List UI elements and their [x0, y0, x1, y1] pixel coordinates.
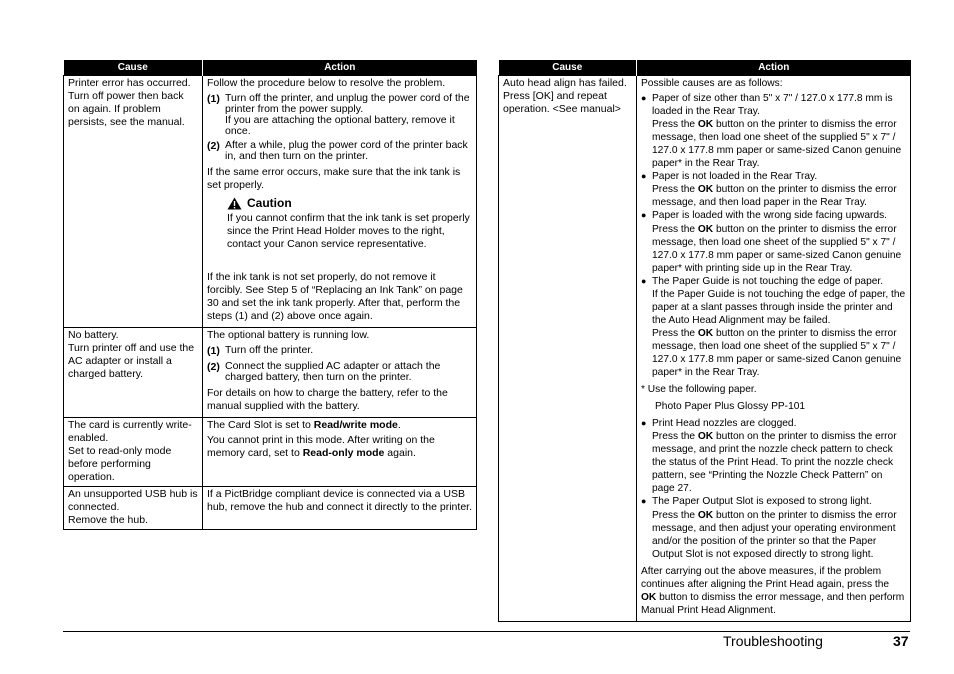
action-cell	[637, 76, 911, 622]
cause-text: Printer error has occurred.	[68, 77, 191, 89]
closing-note	[641, 565, 906, 617]
bullet-text	[652, 275, 906, 379]
cause-cell	[64, 328, 203, 418]
text-segment: button on the printer to dismiss the error message, then load one sheet of the supplied 5" x 7" / 127.0 x 177.8 mm paper or same-sized Canon genuine paper* in the Rear Tray.	[652, 119, 902, 170]
bullet-item	[641, 275, 906, 379]
ok-button-label: OK	[697, 119, 714, 131]
bullet-text	[652, 170, 906, 209]
text-segment: .	[397, 419, 401, 431]
cause-text: Turn printer off and use the AC adapter or install a charged battery.	[68, 342, 195, 380]
bullet-icon: ●	[641, 210, 647, 221]
bullet-item	[641, 417, 906, 495]
text-segment: Press the	[652, 184, 698, 196]
cause-text: Press [OK] and repeat operation. <See manual>	[503, 90, 621, 115]
cause-text: Set to read-only mode before performing operation.	[68, 445, 172, 483]
step-item	[207, 140, 472, 162]
table-row	[64, 418, 477, 487]
step-number: (2)	[207, 140, 220, 152]
caution-label: Caution	[247, 196, 292, 210]
bullet-icon: ●	[641, 275, 647, 286]
action-header: Action	[637, 60, 911, 76]
mode-label: Read-only mode	[302, 447, 385, 459]
text-segment: You cannot print in this mode. After writing on the memory card, set to	[207, 434, 435, 459]
bullet-cause: Paper is not loaded in the Rear Tray.	[652, 171, 818, 183]
cause-header: Cause	[64, 60, 203, 76]
action-intro: The optional battery is running low.	[207, 329, 370, 341]
bullet-item	[641, 495, 906, 560]
text-segment: Press the	[652, 223, 698, 235]
text-segment: again.	[384, 447, 416, 459]
text-segment: Press the	[652, 119, 698, 131]
ok-button-label: OK	[697, 184, 714, 196]
bullet-item	[641, 92, 906, 170]
bullet-extra: If the Paper Guide is not touching the edge of paper, the paper at a slant passes through inside the printer and the Auto Head Alignment may be failed.	[652, 288, 906, 326]
bullet-text	[652, 417, 906, 495]
bullet-text	[652, 495, 906, 560]
cause-cell	[499, 76, 637, 622]
step-text-sub: If you are attaching the optional battery, remove it once.	[225, 114, 455, 137]
cause-text: Remove the hub.	[68, 514, 148, 526]
bullet-icon: ●	[641, 171, 647, 182]
cause-cell	[64, 76, 203, 328]
text-segment: Press the	[652, 509, 698, 521]
ok-button-label: OK	[697, 431, 714, 443]
right-error-table	[498, 60, 911, 622]
action-note: If the same error occurs, make sure that the ink tank is set properly.	[207, 166, 461, 191]
action-note: If the ink tank is not set properly, do not remove it forcibly. See Step 5 of “Replacing an Ink Tank” on page 30 and set the ink tank properly. After that, perform the steps (1) and (2) above once again.	[207, 271, 463, 322]
text-segment: The Card Slot is set to	[207, 419, 314, 431]
mode-label: Read/write mode	[313, 419, 398, 431]
action-text	[207, 434, 472, 460]
action-text	[207, 419, 472, 432]
table-row	[64, 76, 477, 328]
footnote: * Use the following paper.	[641, 384, 757, 396]
bullet-item	[641, 209, 906, 274]
table-header-row	[64, 60, 477, 76]
cause-cell	[64, 487, 203, 530]
bullet-icon: ●	[641, 496, 647, 507]
bullet-cause: Print Head nozzles are clogged.	[652, 418, 797, 430]
step-item	[207, 93, 472, 137]
text-segment: After carrying out the above measures, if the problem continues after aligning the Print Head again, press the	[641, 565, 890, 590]
action-intro: Possible causes are as follows:	[641, 78, 783, 89]
footer-divider	[63, 631, 910, 632]
page-number: 37	[893, 633, 909, 649]
text-segment: button on the printer to dismiss the error message, then load one sheet of the supplied 5" x 7" / 127.0 x 177.8 mm paper or same-sized Canon genuine paper* with printing side up in the Rear Tray.	[652, 223, 902, 274]
action-note: For details on how to charge the battery, refer to the manual supplied with the battery.	[207, 387, 448, 412]
bullet-cause: Paper of size other than 5" x 7" / 127.0 x 177.8 mm is loaded in the Rear Tray.	[652, 93, 893, 118]
bullet-text	[652, 92, 906, 170]
text-segment: Press the	[652, 327, 698, 339]
step-number: (1)	[207, 345, 220, 357]
ok-button-label: OK	[697, 509, 714, 521]
bullet-cause: The Paper Output Slot is exposed to strong light.	[652, 496, 872, 508]
action-cell	[203, 76, 477, 328]
text-segment: button on the printer to dismiss the error message, and then adjust your operating environment and/or the position of the printer so that the Paper Output Slot is not exposed directly to strong light.	[652, 509, 897, 560]
warning-icon	[227, 197, 242, 210]
cause-text: The card is currently write-enabled.	[68, 419, 192, 444]
table-header-row	[499, 60, 911, 76]
bullet-text	[652, 209, 906, 274]
ok-button-label: OK	[697, 223, 714, 235]
step-text: Turn off the printer.	[225, 344, 314, 356]
bullet-icon: ●	[641, 418, 647, 429]
bullet-item	[641, 170, 906, 209]
step-text	[225, 93, 472, 137]
cause-cell	[64, 418, 203, 487]
table-row	[64, 328, 477, 418]
action-text: If a PictBridge compliant device is connected via a USB hub, remove the hub and connect it directly to the printer.	[207, 488, 472, 513]
left-error-table	[63, 60, 477, 530]
ok-button-label: OK	[641, 591, 657, 603]
bullet-cause: Paper is loaded with the wrong side facing upwards.	[652, 210, 888, 222]
action-cell	[203, 418, 477, 487]
step-text: After a while, plug the power cord of the printer back in, and then turn on the printer.	[225, 139, 468, 162]
cause-text: An unsupported USB hub is connected.	[68, 488, 198, 513]
action-header: Action	[203, 60, 477, 76]
paper-name: Photo Paper Plus Glossy PP-101	[655, 401, 806, 413]
text-segment: button to dismiss the error message, and then perform Manual Print Head Alignment.	[641, 591, 905, 616]
caution-title	[227, 197, 472, 210]
step-item	[207, 345, 472, 358]
caution-box	[227, 197, 472, 251]
step-item	[207, 361, 472, 383]
cause-text: Turn off power then back on again. If problem persists, see the manual.	[68, 90, 185, 128]
caution-text: If you cannot confirm that the ink tank is set properly since the Print Head Holder moves to the right, contact your Canon service representative.	[227, 212, 470, 250]
ok-button-label: OK	[697, 327, 714, 339]
bullet-cause: The Paper Guide is not touching the edge of paper.	[652, 275, 884, 287]
cause-text: No battery.	[68, 329, 119, 341]
bullet-icon: ●	[641, 93, 647, 104]
text-segment: button on the printer to dismiss the error message, and then load paper in the Rear Tray.	[652, 184, 897, 209]
table-row	[499, 76, 911, 622]
step-text-main: Turn off the printer, and unplug the power cord of the printer from the power supply.	[225, 92, 470, 115]
text-segment: Press the	[652, 431, 698, 443]
action-intro: Follow the procedure below to resolve the problem.	[207, 77, 446, 89]
cause-text: Auto head align has failed.	[503, 77, 627, 89]
action-cell	[203, 487, 477, 530]
table-row	[64, 487, 477, 530]
text-segment: button on the printer to dismiss the error message, then load one sheet of the supplied 5" x 7" / 127.0 x 177.8 mm paper or same-sized Canon genuine paper* in the Rear Tray.	[652, 327, 902, 379]
step-text: Connect the supplied AC adapter or attach the charged battery, then turn on the printer.	[225, 360, 441, 383]
step-number: (2)	[207, 361, 220, 373]
step-number: (1)	[207, 93, 220, 105]
text-segment: button on the printer to dismiss the error message, and print the nozzle check pattern to check the status of the Print Head. To print the nozzle check pattern, see “Printing the Nozzle Check Pattern” on page 27.	[652, 431, 897, 495]
action-cell	[203, 328, 477, 418]
footer-section-title: Troubleshooting	[723, 633, 823, 649]
cause-header: Cause	[499, 60, 637, 76]
